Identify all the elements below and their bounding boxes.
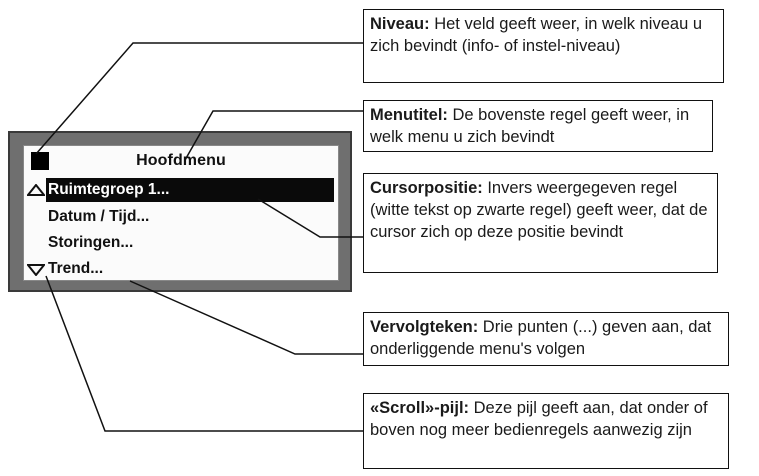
leader-line-cursorpositie xyxy=(258,199,363,237)
callout-text: Het veld geeft weer, in welk niveau u zich bevindt (info- of instel-niveau) xyxy=(370,15,703,55)
callout-term: Vervolgteken: xyxy=(370,318,479,336)
menu-item[interactable]: Storingen... xyxy=(48,234,134,251)
menu-item-cursor[interactable]: Ruimtegroep 1... xyxy=(46,178,334,202)
leader-line-menutitel xyxy=(185,111,363,160)
callout-scroll-pijl xyxy=(363,393,729,469)
callout-term: Niveau: xyxy=(370,15,430,33)
callout-term: Cursorpositie: xyxy=(370,179,483,197)
callout-vervolgteken xyxy=(363,312,729,366)
callout-text: Deze pijl geeft aan, dat onder of boven nog meer bedienregels aanwezig zijn xyxy=(370,399,708,439)
leader-line-niveau xyxy=(36,43,363,154)
menu-title: Hoofdmenu xyxy=(136,152,226,169)
callout-menutitel xyxy=(363,100,713,152)
callout-niveau xyxy=(363,9,724,83)
menu-item[interactable]: Datum / Tijd... xyxy=(48,208,150,225)
callout-cursorpositie xyxy=(363,173,718,273)
menu-item[interactable]: Trend... xyxy=(48,260,104,277)
callout-term: «Scroll»-pijl: xyxy=(370,399,470,417)
callout-text: Invers weergegeven regel (witte tekst op zwarte regel) geeft weer, dat de cursor zich op deze positie bevindt xyxy=(370,179,708,241)
leader-line-vervolgteken xyxy=(130,281,363,354)
callout-text: De bovenste regel geeft weer, in welk menu u zich bevindt xyxy=(370,106,690,146)
callout-term: Menutitel: xyxy=(370,106,448,124)
callout-text: Drie punten (...) geven aan, dat onderliggende menu's volgen xyxy=(370,318,712,358)
